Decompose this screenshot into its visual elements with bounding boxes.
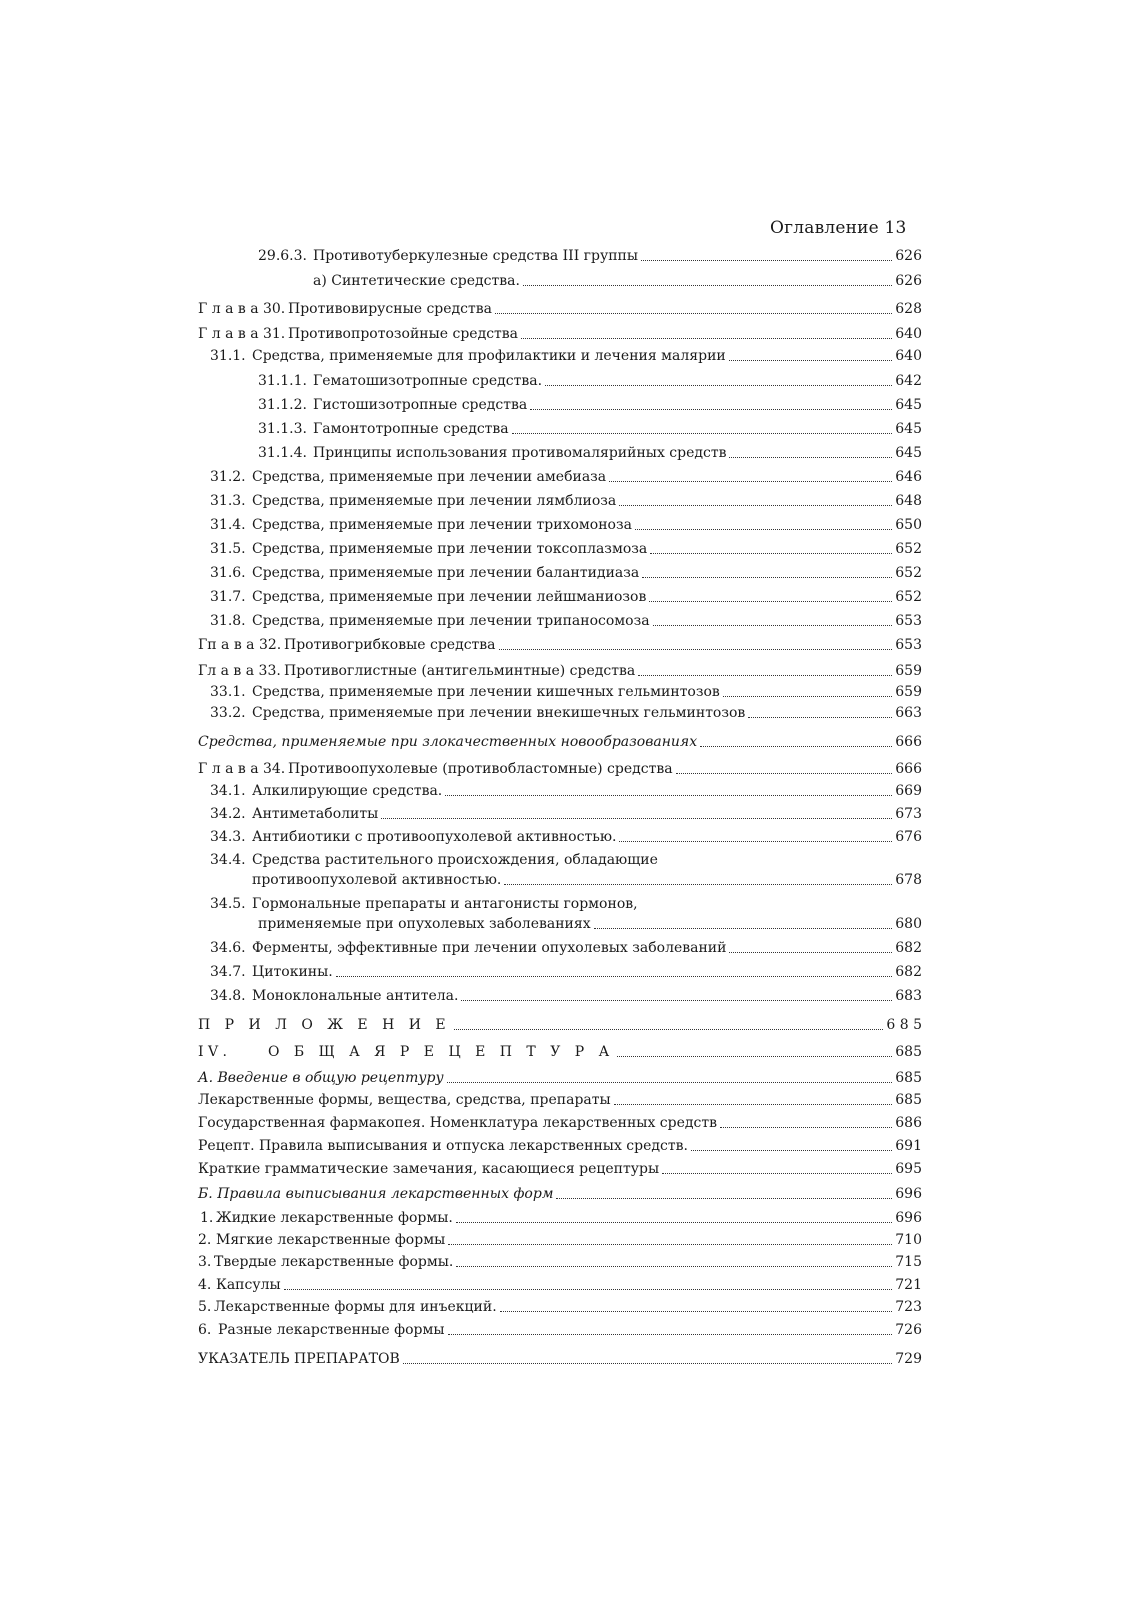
toc-entry-page: 729 <box>895 1351 922 1367</box>
toc-entry-title: П Р И Л О Ж Е Н И Е <box>198 1017 451 1033</box>
toc-entry <box>210 562 922 584</box>
toc-entry-title: УКАЗАТЕЛЬ ПРЕПАРАТОВ <box>198 1351 400 1367</box>
toc-entry-page: 646 <box>895 469 922 485</box>
toc-entry-number: 31.1.2. <box>258 397 307 413</box>
toc-entry-title: Антиметаболиты <box>252 806 379 822</box>
dot-leader <box>676 773 893 774</box>
toc-entry-page: 691 <box>895 1138 922 1154</box>
toc-entry <box>258 245 922 267</box>
dot-leader <box>556 1198 892 1199</box>
toc-entry <box>198 660 922 682</box>
dot-leader <box>720 1127 892 1128</box>
dot-leader <box>500 1311 893 1312</box>
toc-entry-title: Государственная фармакопея. Номенклатура лекарственных средств <box>198 1115 717 1131</box>
dot-leader <box>499 649 893 650</box>
toc-entry-title: Средства растительного происхождения, обладающие <box>252 852 658 868</box>
toc-entry <box>210 985 922 1007</box>
toc-entry-number: Г л а в а 31. <box>198 326 286 342</box>
toc-entry-number: 31.1. <box>210 348 246 364</box>
toc-entry-page: 682 <box>895 964 922 980</box>
toc-entry <box>210 466 922 488</box>
toc-entry-title: Средства, применяемые при лечении трипаносомоза <box>252 613 650 629</box>
toc-entry <box>210 849 658 871</box>
toc-entry-title: а) Синтетические средства. <box>313 273 520 289</box>
toc-entry-number: 34.4. <box>210 852 246 868</box>
dot-leader <box>617 1056 892 1057</box>
toc-entry <box>210 937 922 959</box>
toc-entry-title: Средства, применяемые для профилактики и лечения малярии <box>252 348 726 364</box>
toc-entry-page: 663 <box>895 705 922 721</box>
toc-entry-number: 34.7. <box>210 964 246 980</box>
toc-entry-number: 31.1.1. <box>258 373 307 389</box>
toc-entry-page: 685 <box>895 1070 922 1086</box>
toc-entry-title: Алкилирующие средства. <box>252 783 443 799</box>
dot-leader <box>619 505 892 506</box>
toc-entry-page: 726 <box>895 1322 922 1338</box>
toc-entry-number: 34.1. <box>210 783 246 799</box>
dot-leader <box>530 409 892 410</box>
dot-leader <box>447 1082 893 1083</box>
toc-entry-number: 5. <box>198 1299 212 1315</box>
toc-entry-title: Средства, применяемые при лечении внекишечных гельминтозов <box>252 705 746 721</box>
toc-entry <box>198 1348 922 1370</box>
toc-entry-number: 31.4. <box>210 517 246 533</box>
toc-entry-page: 673 <box>895 806 922 822</box>
toc-entry <box>258 394 922 416</box>
dot-leader <box>609 481 892 482</box>
dot-leader <box>521 338 892 339</box>
dot-leader <box>456 1266 892 1267</box>
dot-leader <box>700 746 892 747</box>
toc-entry-title: Ферменты, эффективные при лечении опухолевых заболеваний <box>252 940 727 956</box>
dot-leader <box>729 457 892 458</box>
dot-leader <box>512 433 893 434</box>
toc-entry-page: 640 <box>895 348 922 364</box>
toc-entry-title: Противоглистные (антигельминтные) средства <box>284 663 636 679</box>
toc-entry <box>210 826 922 848</box>
toc-entry-number: Гл а в а 33. <box>198 663 281 679</box>
toc-entry <box>198 1041 922 1063</box>
dot-leader <box>642 577 892 578</box>
toc-entry-title: применяемые при опухолевых заболеваниях <box>258 916 591 932</box>
dot-leader <box>456 1222 892 1223</box>
toc-entry <box>198 1274 922 1296</box>
dot-leader <box>653 625 893 626</box>
toc-entry-number: Г л а в а 30. <box>198 301 286 317</box>
toc-entry-page: 721 <box>895 1277 922 1293</box>
toc-entry-number: 34.5. <box>210 896 246 912</box>
toc-entry-number: 34.3. <box>210 829 246 845</box>
toc-entry <box>198 1067 922 1089</box>
toc-entry-page: 645 <box>895 421 922 437</box>
toc-entry <box>210 514 922 536</box>
toc-entry <box>198 1251 922 1273</box>
dot-leader <box>635 529 892 530</box>
toc-entry-title: Мягкие лекарственные формы <box>216 1232 446 1248</box>
toc-entry-number: 31.1.3. <box>258 421 307 437</box>
toc-entry-title: О Б Щ А Я Р Е Ц Е П Т У Р А <box>268 1044 615 1060</box>
toc-entry-page: 682 <box>895 940 922 956</box>
toc-entry-number: 2. <box>198 1232 212 1248</box>
toc-entry-page: 696 <box>895 1210 922 1226</box>
toc-entry <box>258 913 922 935</box>
toc-entry-page: 678 <box>895 872 922 888</box>
toc-entry-title: Гематошизотропные средства. <box>313 373 543 389</box>
toc-entry-number: 31.2. <box>210 469 246 485</box>
dot-leader <box>448 1244 892 1245</box>
toc-entry-page: 686 <box>895 1115 922 1131</box>
toc-entry-page: 659 <box>895 684 922 700</box>
toc-entry <box>198 1014 922 1036</box>
dot-leader <box>461 1000 892 1001</box>
toc-entry-number: I V . <box>198 1044 227 1060</box>
toc-entry-title: Противотуберкулезные средства III группы <box>313 248 639 264</box>
toc-entry-page: 645 <box>895 397 922 413</box>
toc-entry-number: 33.1. <box>210 684 246 700</box>
dot-leader <box>381 818 892 819</box>
toc-entry-number: 31.1.4. <box>258 445 307 461</box>
toc-entry-title: А. Введение в общую рецептуру <box>198 1070 444 1086</box>
toc-entry-number: 6. <box>198 1322 212 1338</box>
toc-entry-title: Гистошизотропные средства <box>313 397 528 413</box>
toc-entry <box>210 490 922 512</box>
toc-entry-number: 1. <box>200 1210 214 1226</box>
toc-entry-page: 683 <box>895 988 922 1004</box>
toc-entry-title: Краткие грамматические замечания, касающиеся рецептуры <box>198 1161 660 1177</box>
toc-entry-title: Средства, применяемые при лечении лямблиоза <box>252 493 617 509</box>
toc-entry <box>198 298 922 320</box>
toc-entry-page: 6 8 5 <box>886 1017 922 1033</box>
toc-entry-number: 31.7. <box>210 589 246 605</box>
dot-leader <box>403 1363 892 1364</box>
dot-leader <box>649 601 892 602</box>
toc-entry-title: Противопротозойные средства <box>288 326 519 342</box>
toc-entry-page: 645 <box>895 445 922 461</box>
toc-entry-page: 653 <box>895 613 922 629</box>
running-head: Оглавление 13 <box>770 218 907 238</box>
toc-entry <box>210 586 922 608</box>
toc-entry <box>200 1207 922 1229</box>
toc-entry-number: 33.2. <box>210 705 246 721</box>
toc-entry <box>210 961 922 983</box>
toc-entry-number: 29.6.3. <box>258 248 307 264</box>
toc-entry-number: 34.8. <box>210 988 246 1004</box>
toc-entry-page: 685 <box>895 1044 922 1060</box>
toc-entry-title: Капсулы <box>216 1277 281 1293</box>
dot-leader <box>729 952 892 953</box>
toc-entry <box>198 1319 922 1341</box>
toc-entry <box>198 323 922 345</box>
toc-entry <box>198 1089 922 1111</box>
toc-entry <box>198 1183 922 1205</box>
toc-entry-page: 723 <box>895 1299 922 1315</box>
dot-leader <box>662 1173 892 1174</box>
dot-leader <box>594 928 893 929</box>
toc-entry-page: 715 <box>895 1254 922 1270</box>
toc-entry-page: 626 <box>895 273 922 289</box>
toc-entry-page: 652 <box>895 589 922 605</box>
dot-leader <box>504 884 892 885</box>
toc-entry-title: Антибиотики с противоопухолевой активностью. <box>252 829 617 845</box>
toc-entry <box>198 1229 922 1251</box>
toc-entry <box>210 610 922 632</box>
dot-leader <box>448 1334 893 1335</box>
dot-leader <box>650 553 892 554</box>
toc-entry-number: 31.8. <box>210 613 246 629</box>
toc-entry-number: 31.3. <box>210 493 246 509</box>
toc-entry-page: 650 <box>895 517 922 533</box>
toc-entry-number: Г л а в а 34. <box>198 761 286 777</box>
toc-entry-page: 648 <box>895 493 922 509</box>
toc-entry <box>258 442 922 464</box>
toc-entry-number: 34.2. <box>210 806 246 822</box>
dot-leader <box>545 385 892 386</box>
toc-entry <box>198 1158 922 1180</box>
toc-entry-title: Лекарственные формы для инъекций. <box>214 1299 497 1315</box>
toc-entry-title: Средства, применяемые при лечении токсоплазмоза <box>252 541 648 557</box>
toc-entry-number: 34.6. <box>210 940 246 956</box>
toc-entry-page: 695 <box>895 1161 922 1177</box>
toc-entry <box>210 345 922 367</box>
dot-leader <box>619 841 892 842</box>
toc-entry-title: Жидкие лекарственные формы. <box>216 1210 453 1226</box>
toc-entry-number: Гп а в а 32. <box>198 637 282 653</box>
toc-entry-page: 666 <box>895 734 922 750</box>
toc-entry-title: противоопухолевой активностью. <box>252 872 502 888</box>
toc-entry-title: Принципы использования противомалярийных средств <box>313 445 727 461</box>
dot-leader <box>723 696 892 697</box>
dot-leader <box>641 260 892 261</box>
dot-leader <box>729 360 893 361</box>
toc-entry-page: 628 <box>895 301 922 317</box>
toc-entry-page: 710 <box>895 1232 922 1248</box>
toc-entry <box>210 681 922 703</box>
toc-entry-number: 4. <box>198 1277 212 1293</box>
toc-entry-number: 31.6. <box>210 565 246 581</box>
toc-entry <box>210 702 922 724</box>
toc-entry-title: Средства, применяемые при лечении балантидиаза <box>252 565 640 581</box>
toc-entry-page: 680 <box>895 916 922 932</box>
dot-leader <box>495 313 892 314</box>
toc-entry-title: Твердые лекарственные формы. <box>214 1254 454 1270</box>
dot-leader <box>638 675 892 676</box>
toc-entry-title: Гормональные препараты и антагонисты гормонов, <box>252 896 638 912</box>
toc-entry <box>198 1112 922 1134</box>
toc-entry <box>198 634 922 656</box>
toc-entry <box>258 418 922 440</box>
toc-entry-title: Средства, применяемые при злокачественных новообразованиях <box>198 734 698 750</box>
toc-entry <box>210 893 638 915</box>
toc-entry-page: 653 <box>895 637 922 653</box>
toc-entry-page: 652 <box>895 541 922 557</box>
toc-entry <box>210 538 922 560</box>
toc-entry <box>252 869 922 891</box>
dot-leader <box>454 1029 884 1030</box>
dot-leader <box>523 285 892 286</box>
toc-entry <box>258 370 922 392</box>
toc-entry-number: 31.5. <box>210 541 246 557</box>
toc-entry-page: 676 <box>895 829 922 845</box>
toc-entry <box>198 731 922 753</box>
toc-entry-title: Средства, применяемые при лечении трихомоноза <box>252 517 632 533</box>
toc-entry-title: Разные лекарственные формы <box>218 1322 445 1338</box>
toc-entry <box>210 780 922 802</box>
toc-entry-title: Моноклональные антитела. <box>252 988 459 1004</box>
toc-entry-page: 696 <box>895 1186 922 1202</box>
dot-leader <box>748 717 892 718</box>
toc-entry-page: 685 <box>895 1092 922 1108</box>
toc-entry-page: 652 <box>895 565 922 581</box>
toc-entry-page: 642 <box>895 373 922 389</box>
dot-leader <box>336 976 893 977</box>
toc-entry-title: Б. Правила выписывания лекарственных форм <box>198 1186 554 1202</box>
toc-entry <box>198 1296 922 1318</box>
toc-entry-title: Средства, применяемые при лечении амебиаза <box>252 469 607 485</box>
dot-leader <box>284 1289 893 1290</box>
toc-entry-page: 659 <box>895 663 922 679</box>
toc-entry <box>210 803 922 825</box>
toc-entry-page: 666 <box>895 761 922 777</box>
toc-entry-page: 626 <box>895 248 922 264</box>
toc-entry-title: Противоопухолевые (противобластомные) средства <box>288 761 673 777</box>
toc-entry-page: 669 <box>895 783 922 799</box>
toc-entry-title: Противогрибковые средства <box>284 637 496 653</box>
toc-entry <box>198 758 922 780</box>
toc-entry-title: Противовирусные средства <box>288 301 492 317</box>
toc-entry-title: Средства, применяемые при лечении кишечных гельминтозов <box>252 684 720 700</box>
toc-entry <box>313 270 922 292</box>
toc-entry-title: Лекарственные формы, вещества, средства, препараты <box>198 1092 611 1108</box>
toc-entry-title: Рецепт. Правила выписывания и отпуска лекарственных средств. <box>198 1138 688 1154</box>
toc-entry-title: Цитокины. <box>252 964 333 980</box>
toc-entry <box>198 1135 922 1157</box>
dot-leader <box>614 1104 893 1105</box>
toc-entry-number: 3. <box>198 1254 212 1270</box>
toc-entry-title: Гамонтотропные средства <box>313 421 509 437</box>
dot-leader <box>445 795 892 796</box>
dot-leader <box>691 1150 892 1151</box>
toc-entry-page: 640 <box>895 326 922 342</box>
toc-entry-title: Средства, применяемые при лечении лейшманиозов <box>252 589 647 605</box>
